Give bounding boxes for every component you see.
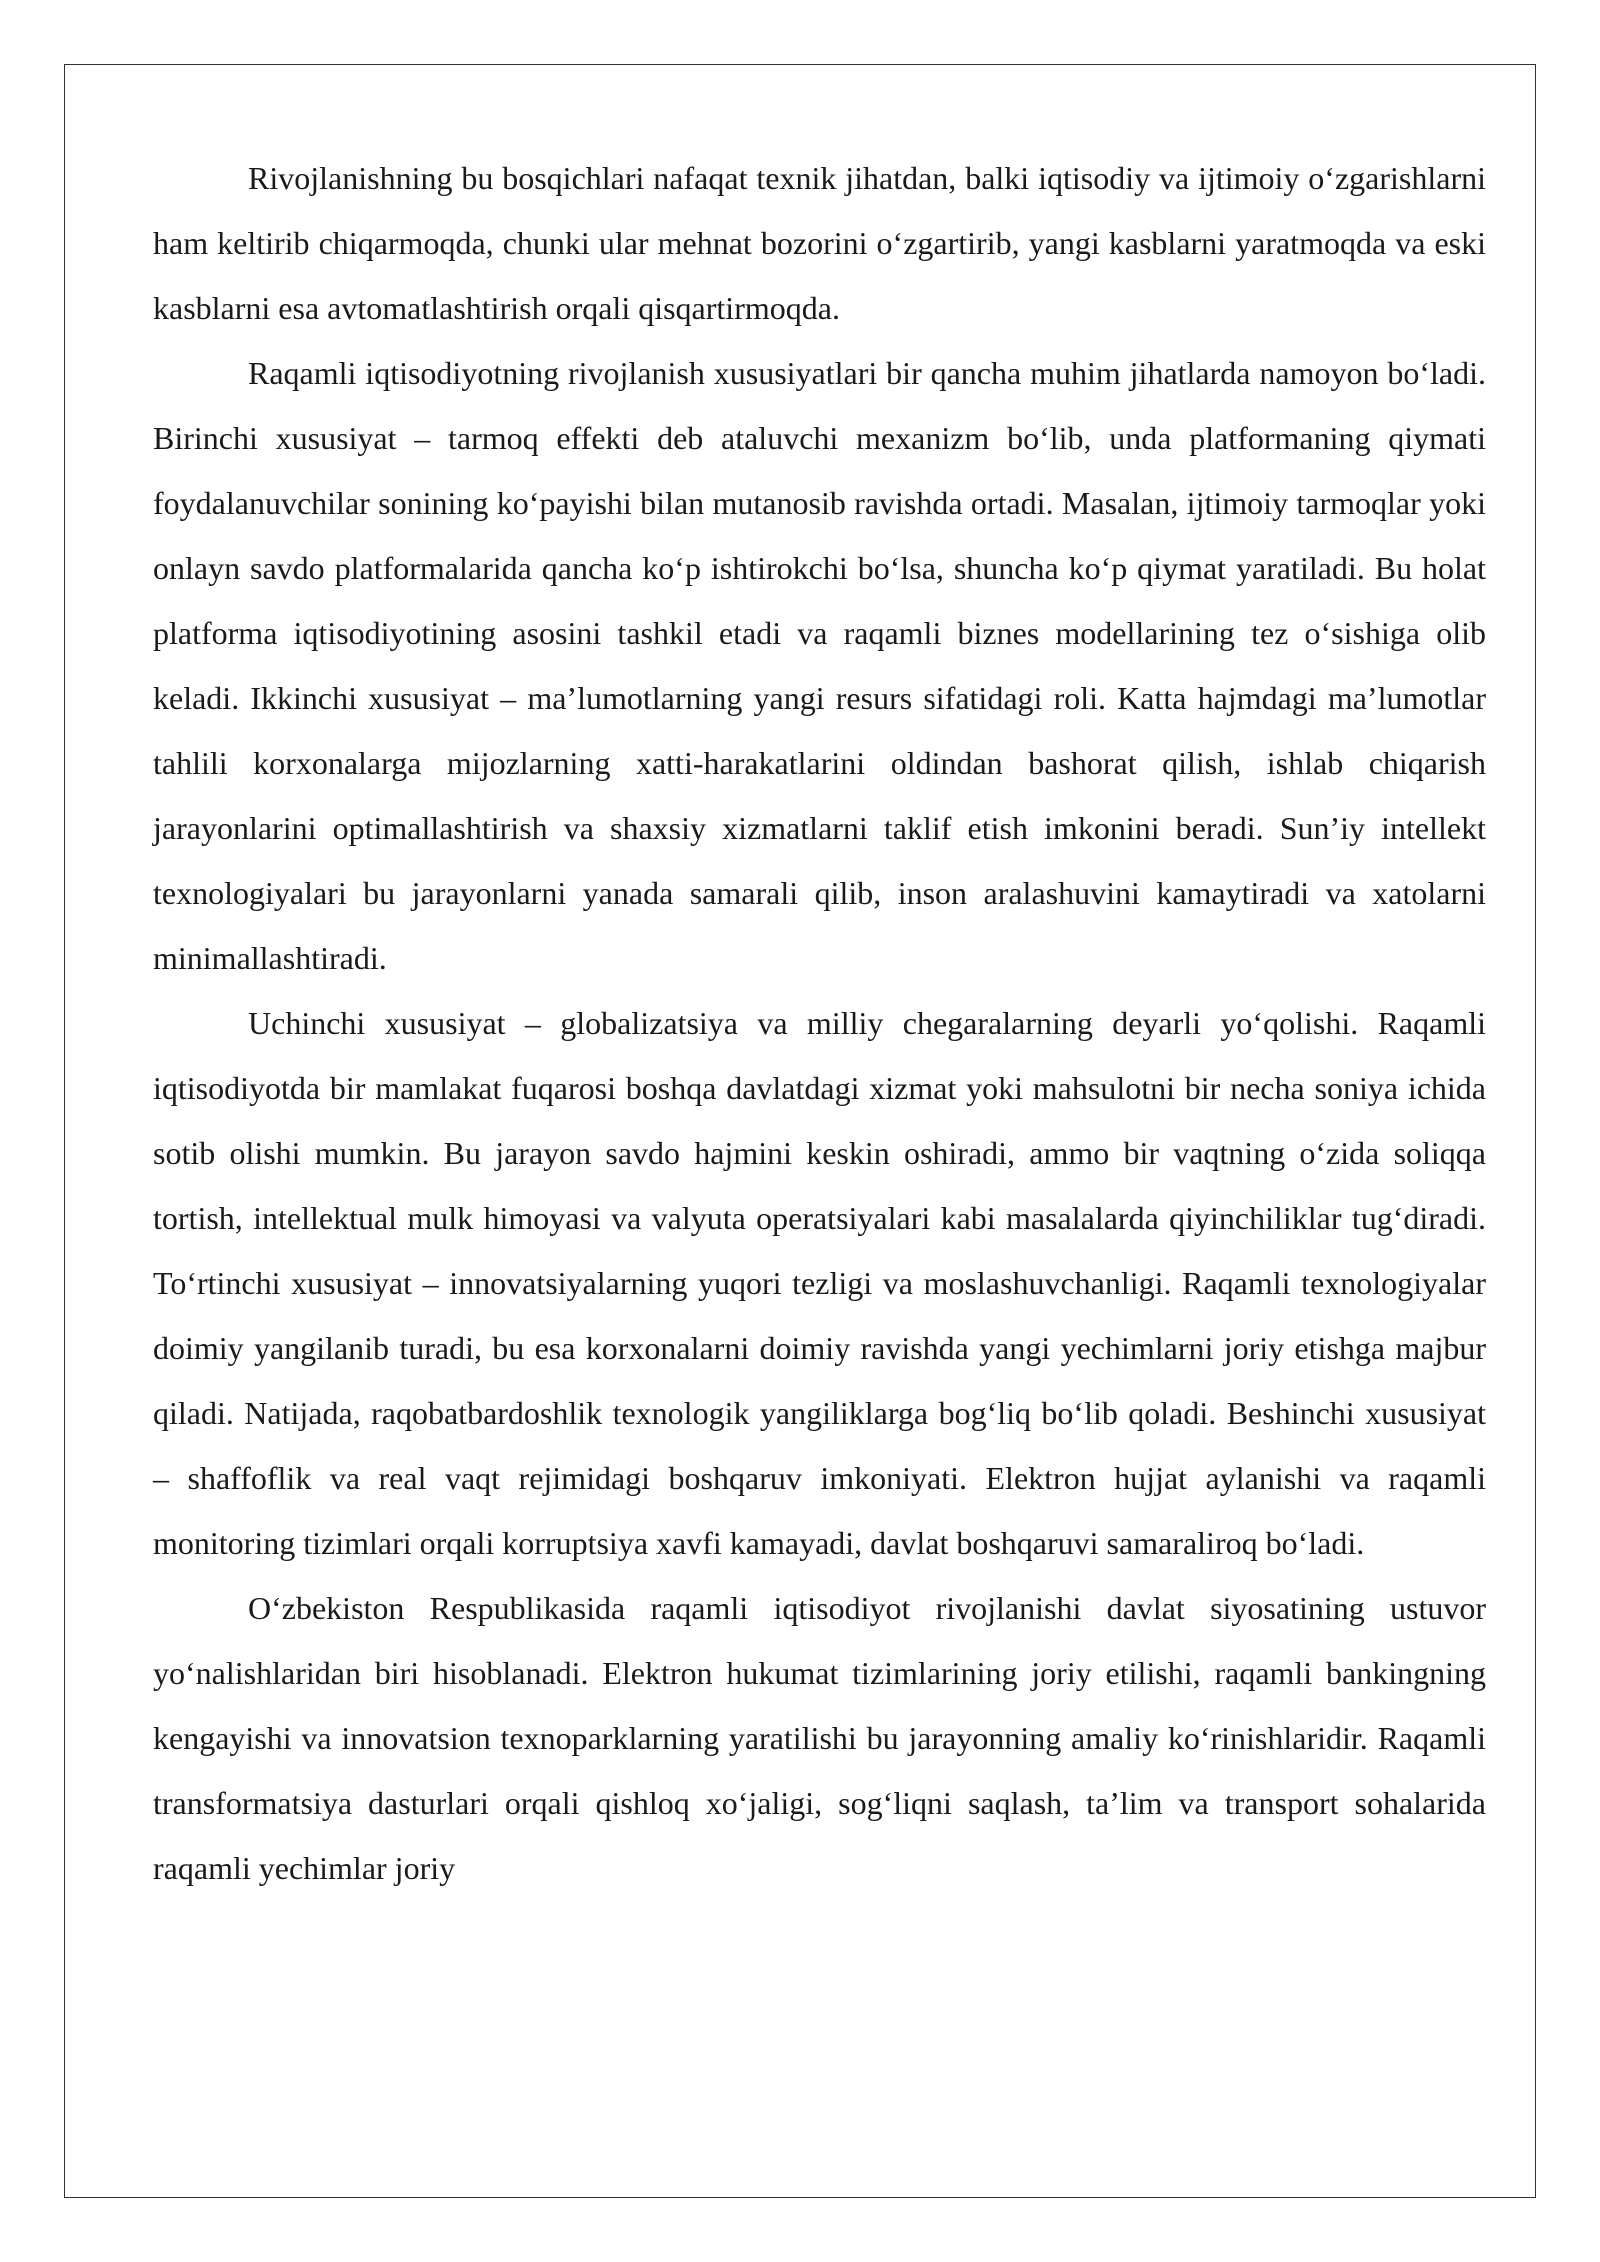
paragraph-4: O‘zbekiston Respublikasida raqamli iqtisodiyot rivojlanishi davlat siyosatining ustuvor yo‘nalishlaridan biri hisoblanadi. Elektron hukumat tizimlarining joriy etilishi, raqamli bankingning kengayishi va innovatsion texnoparklarning yaratilishi bu jarayonning amaliy ko‘rinishlaridir. Raqamli transformatsiya dasturlari orqali qishloq xo‘jaligi, sog‘liqni saqlash, ta’lim va transport sohalarida raqamli yechimlar joriy <box>153 1590 1486 1886</box>
paragraph-2: Raqamli iqtisodiyotning rivojlanish xususiyatlari bir qancha muhim jihatlarda namoyon bo‘ladi. Birinchi xususiyat – tarmoq effekti deb ataluvchi mexanizm bo‘lib, unda platformaning qiymati foydalanuvchilar sonining ko‘payishi bilan mutanosib ravishda ortadi. Masalan, ijtimoiy tarmoqlar yoki onlayn savdo platformalarida qancha ko‘p ishtirokchi bo‘lsa, shuncha ko‘p qiymat yaratiladi. Bu holat platforma iqtisodiyotining asosini tashkil etadi va raqamli biznes modellarining tez o‘sishiga olib keladi. Ikkinchi xususiyat – ma’lumotlarning yangi resurs sifatidagi roli. Katta hajmdagi ma’lumotlar tahlili korxonalarga mijozlarning xatti-harakatlarini oldindan bashorat qilish, ishlab chiqarish jarayonlarini optimallashtirish va shaxsiy xizmatlarni taklif etish imkonini beradi. Sun’iy intellekt texnologiyalari bu jarayonlarni yanada samarali qilib, inson aralashuvini kamaytiradi va xatolarni minimallashtiradi. <box>153 355 1486 976</box>
paragraph-1: Rivojlanishning bu bosqichlari nafaqat texnik jihatdan, balki iqtisodiy va ijtimoiy o‘zgarishlarni ham keltirib chiqarmoqda, chunki ular mehnat bozorini o‘zgartirib, yangi kasblarni yaratmoqda va eski kasblarni esa avtomatlashtirish orqali qisqartirmoqda. <box>153 160 1486 326</box>
document-body <box>153 146 1486 1901</box>
paragraph-3: Uchinchi xususiyat – globalizatsiya va milliy chegaralarning deyarli yo‘qolishi. Raqamli iqtisodiyotda bir mamlakat fuqarosi boshqa davlatdagi xizmat yoki mahsulotni bir necha soniya ichida sotib olishi mumkin. Bu jarayon savdo hajmini keskin oshiradi, ammo bir vaqtning o‘zida soliqqa tortish, intellektual mulk himoyasi va valyuta operatsiyalari kabi masalalarda qiyinchiliklar tug‘diradi. To‘rtinchi xususiyat – innovatsiyalarning yuqori tezligi va moslashuvchanligi. Raqamli texnologiyalar doimiy yangilanib turadi, bu esa korxonalarni doimiy ravishda yangi yechimlarni joriy etishga majbur qiladi. Natijada, raqobatbardoshlik texnologik yangiliklarga bog‘liq bo‘lib qoladi. Beshinchi xususiyat – shaffoflik va real vaqt rejimidagi boshqaruv imkoniyati. Elektron hujjat aylanishi va raqamli monitoring tizimlari orqali korruptsiya xavfi kamayadi, davlat boshqaruvi samaraliroq bo‘ladi. <box>153 1005 1486 1561</box>
